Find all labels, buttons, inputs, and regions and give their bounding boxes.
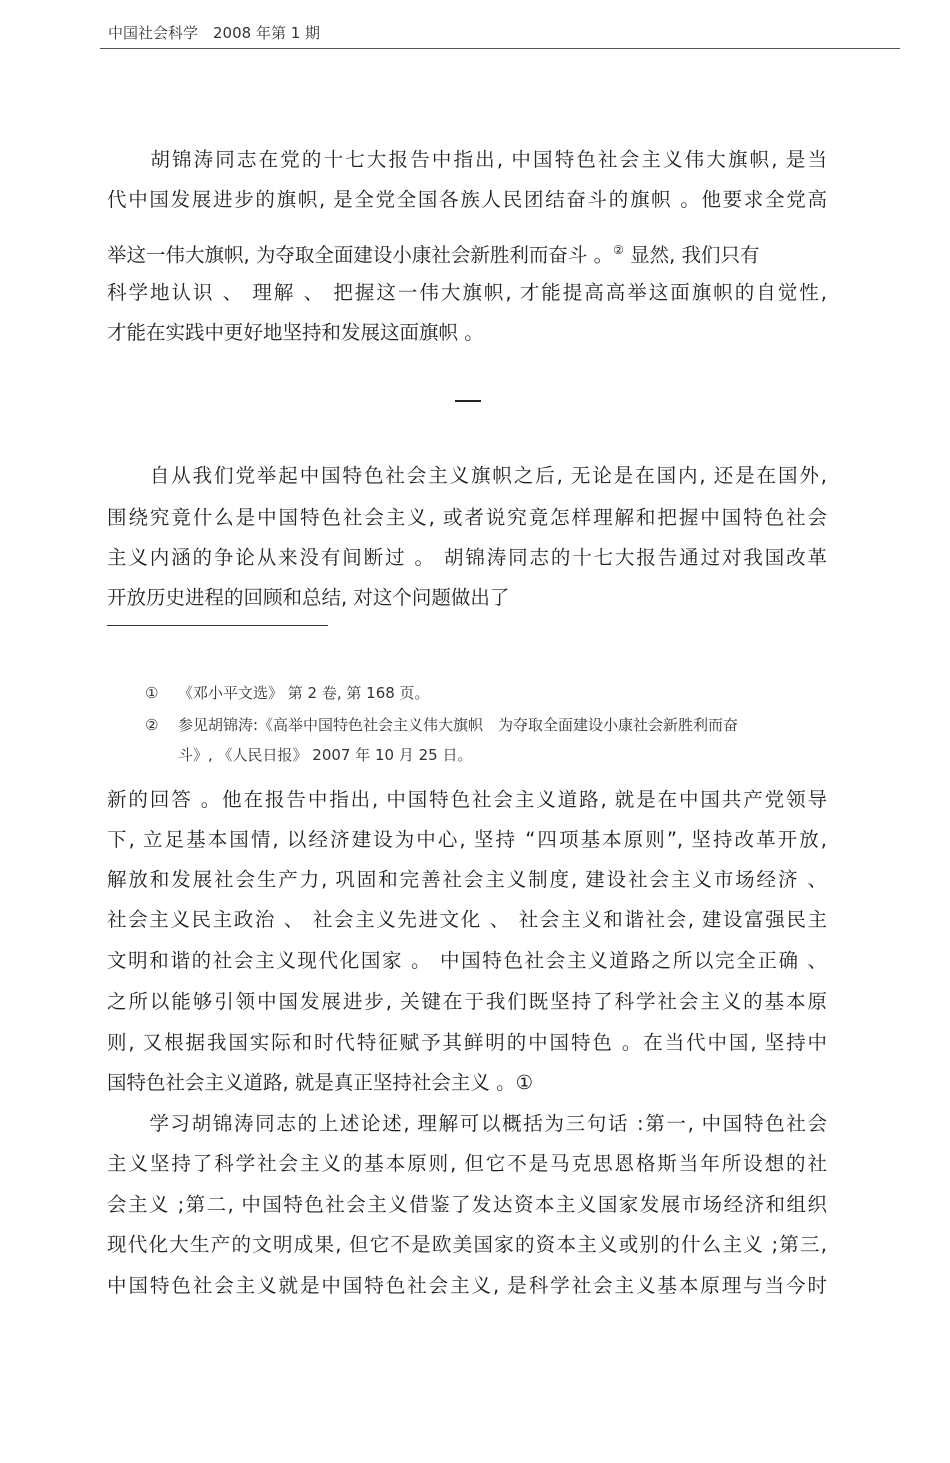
footnote-rule — [107, 625, 328, 626]
footnote-ref[interactable]: ② — [613, 243, 624, 257]
paragraph-line: 开放历史进程的回顾和总结, 对这个问题做出了 — [107, 586, 510, 609]
section-number-one — [455, 400, 481, 402]
paragraph-line: 中国特色社会主义就是中国特色社会主义, 是科学社会主义基本原理与当今时 — [107, 1274, 827, 1297]
paragraph-line: 社会主义民主政治 、 社会主义先进文化 、 社会主义和谐社会, 建设富强民主 — [107, 908, 827, 931]
paragraph-line: 才能在实践中更好地坚持和发展这面旗帜 。 — [107, 321, 484, 344]
footnote-text: 斗》, 《人民日报》 2007 年 10 月 25 日。 — [178, 746, 473, 764]
paragraph-line: 学习胡锦涛同志的上述论述, 理解可以概括为三句话 :第一, 中国特色社会 — [107, 1112, 827, 1135]
paragraph-line: 文明和谐的社会主义现代化国家 。 中国特色社会主义道路之所以完全正确 、 — [107, 949, 827, 972]
footnote-text: 《邓小平文选》 第 2 卷, 第 168 页。 — [178, 684, 430, 702]
paragraph-line: 新的回答 。他在报告中指出, 中国特色社会主义道路, 就是在中国共产党领导 — [107, 788, 827, 811]
paragraph-line: 之所以能够引领中国发展进步, 关键在于我们既坚持了科学社会主义的基本原 — [107, 990, 827, 1013]
paragraph-line: 现代化大生产的文明成果, 但它不是欧美国家的资本主义或别的什么主义 ;第三, — [107, 1233, 827, 1256]
paragraph-line: 解放和发展社会生产力, 巩固和完善社会主义制度, 建设社会主义市场经济 、 — [107, 868, 827, 891]
paragraph-line: 下, 立足基本国情, 以经济建设为中心, 坚持 “四项基本原则”, 坚持改革开放, — [107, 828, 827, 851]
footnote-mark: ② — [145, 716, 159, 734]
line-text: 显然, 我们只有 — [630, 243, 760, 267]
paragraph-line: 围绕究竟什么是中国特色社会主义, 或者说究竟怎样理解和把握中国特色社会 — [107, 506, 827, 529]
paragraph-line: 科学地认识 、 理解 、 把握这一伟大旗帜, 才能提高高举这面旗帜的自觉性, — [107, 281, 827, 304]
line-text: 举这一伟大旗帜, 为夺取全面建设小康社会新胜利而奋斗 。 — [107, 243, 614, 267]
paragraph-line — [107, 238, 827, 268]
paragraph-line: 主义内涵的争论从来没有间断过 。 胡锦涛同志的十七大报告通过对我国改革 — [107, 546, 827, 569]
paragraph-line: 代中国发展进步的旗帜, 是全党全国各族人民团结奋斗的旗帜 。他要求全党高 — [107, 188, 827, 211]
paragraph-line: 国特色社会主义道路, 就是真正坚持社会主义 。① — [107, 1071, 534, 1094]
footnote-mark: ① — [145, 684, 159, 702]
footnote-text: 参见胡锦涛:《高举中国特色社会主义伟大旗帜 为夺取全面建设小康社会新胜利而奋 — [178, 716, 739, 734]
paragraph-line: 则, 又根据我国实际和时代特征赋予其鲜明的中国特色 。在当代中国, 坚持中 — [107, 1031, 827, 1054]
paragraph-line: 会主义 ;第二, 中国特色社会主义借鉴了发达资本主义国家发展市场经济和组织 — [107, 1193, 827, 1216]
paragraph-line: 主义坚持了科学社会主义的基本原则, 但它不是马克思恩格斯当年所设想的社 — [107, 1152, 827, 1175]
header-rule — [100, 48, 900, 49]
paragraph-line: 自从我们党举起中国特色社会主义旗帜之后, 无论是在国内, 还是在国外, — [107, 464, 827, 487]
paragraph-line: 胡锦涛同志在党的十七大报告中指出, 中国特色社会主义伟大旗帜, 是当 — [107, 148, 827, 171]
running-header: 中国社会科学 2008 年第 1 期 — [108, 24, 321, 42]
